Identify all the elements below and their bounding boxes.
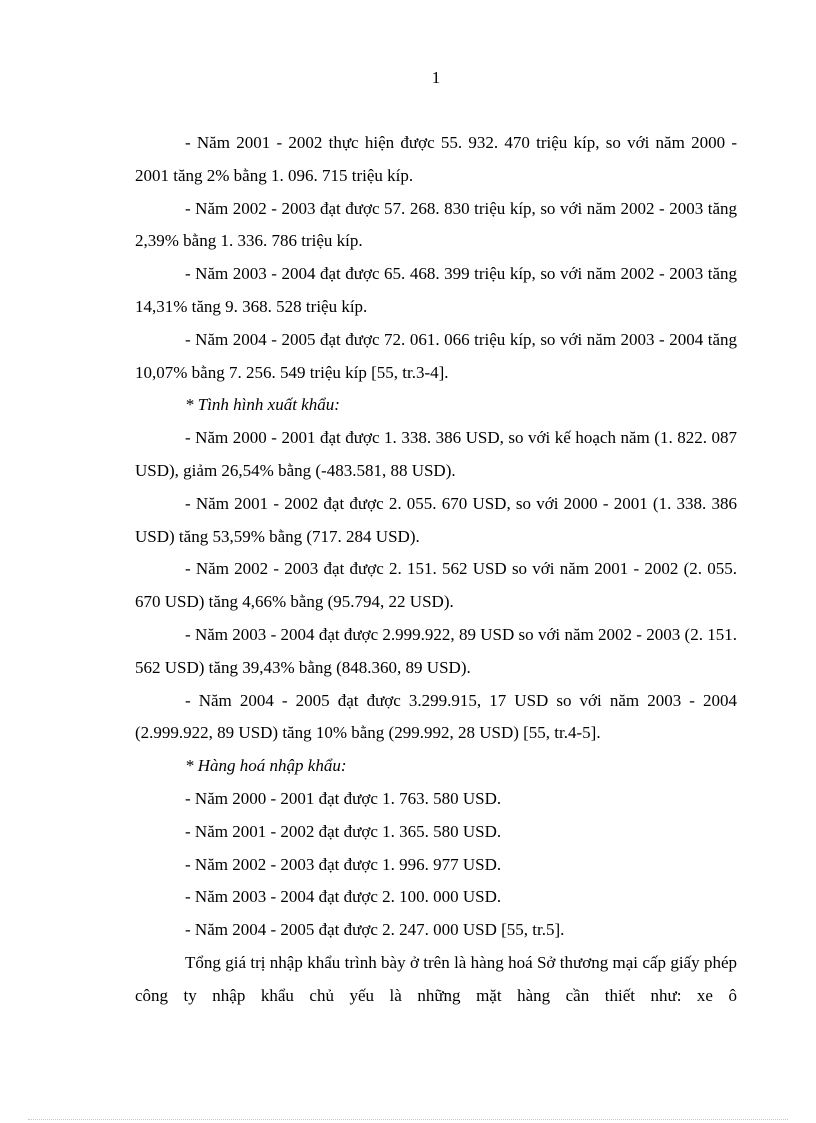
- paragraph-export-2002-2003: - Năm 2002 - 2003 đạt được 2. 151. 562 USD so với năm 2001 - 2002 (2. 055. 670 USD) tăng 4,66% bằng (95.794, 22 USD).: [135, 559, 737, 612]
- export-section-heading: * Tình hình xuất khẩu:: [185, 395, 340, 415]
- paragraph-2003-2004-revenue: - Năm 2003 - 2004 đạt được 65. 468. 399 triệu kíp, so với năm 2002 - 2003 tăng 14,31% tăng 9. 368. 528 triệu kíp.: [135, 264, 737, 316]
- paragraph-2002-2003-revenue: - Năm 2002 - 2003 đạt được 57. 268. 830 triệu kíp, so với năm 2002 - 2003 tăng 2,39% bằng 1. 336. 786 triệu kíp.: [135, 198, 737, 251]
- paragraph-export-2004-2005: - Năm 2004 - 2005 đạt được 3.299.915, 17 USD so với năm 2003 - 2004 (2.999.922, 89 USD) tăng 10% bằng (299.992, 28 USD) [55, tr.4-5].: [135, 690, 737, 743]
- paragraph-import-2000-2001: - Năm 2000 - 2001 đạt được 1. 763. 580 USD.: [185, 788, 502, 808]
- paragraph-import-2003-2004: - Năm 2003 - 2004 đạt được 2. 100. 000 USD.: [185, 887, 502, 907]
- paragraph-import-summary: Tổng giá trị nhập khẩu trình bày ở trên là hàng hoá Sở thương mại cấp giấy phép công ty nhập khẩu chủ yếu là những mặt hàng cần thiết như: xe ô: [135, 952, 737, 1005]
- paragraph-export-2001-2002: - Năm 2001 - 2002 đạt được 2. 055. 670 USD, so với 2000 - 2001 (1. 338. 386 USD) tăng 53,59% bằng (717. 284 USD).: [135, 493, 737, 546]
- paragraph-import-2002-2003: - Năm 2002 - 2003 đạt được 1. 996. 977 USD.: [185, 854, 502, 874]
- paragraph-2004-2005-revenue: - Năm 2004 - 2005 đạt được 72. 061. 066 triệu kíp, so với năm 2003 - 2004 tăng 10,07% bằng 7. 256. 549 triệu kíp [55, tr.3-4].: [135, 329, 737, 382]
- paragraph-export-2003-2004: - Năm 2003 - 2004 đạt được 2.999.922, 89 USD so với năm 2002 - 2003 (2. 151. 562 USD) tăng 39,43% bằng (848.360, 89 USD).: [135, 624, 737, 677]
- paragraph-import-2001-2002: - Năm 2001 - 2002 đạt được 1. 365. 580 USD.: [185, 821, 502, 841]
- page-bottom-divider: [28, 1119, 788, 1120]
- paragraph-import-2004-2005: - Năm 2004 - 2005 đạt được 2. 247. 000 USD [55, tr.5].: [185, 920, 565, 940]
- paragraph-export-2000-2001: - Năm 2000 - 2001 đạt được 1. 338. 386 USD, so với kế hoạch năm (1. 822. 087 USD), giảm 26,54% bằng (-483.581, 88 USD).: [135, 428, 737, 480]
- document-body: [135, 127, 737, 1013]
- import-section-heading: * Hàng hoá nhập khẩu:: [185, 756, 347, 776]
- paragraph-2001-2002-revenue: - Năm 2001 - 2002 thực hiện được 55. 932. 470 triệu kíp, so với năm 2000 - 2001 tăng 2% bằng 1. 096. 715 triệu kíp.: [135, 133, 737, 185]
- page-number: 1: [431, 68, 441, 87]
